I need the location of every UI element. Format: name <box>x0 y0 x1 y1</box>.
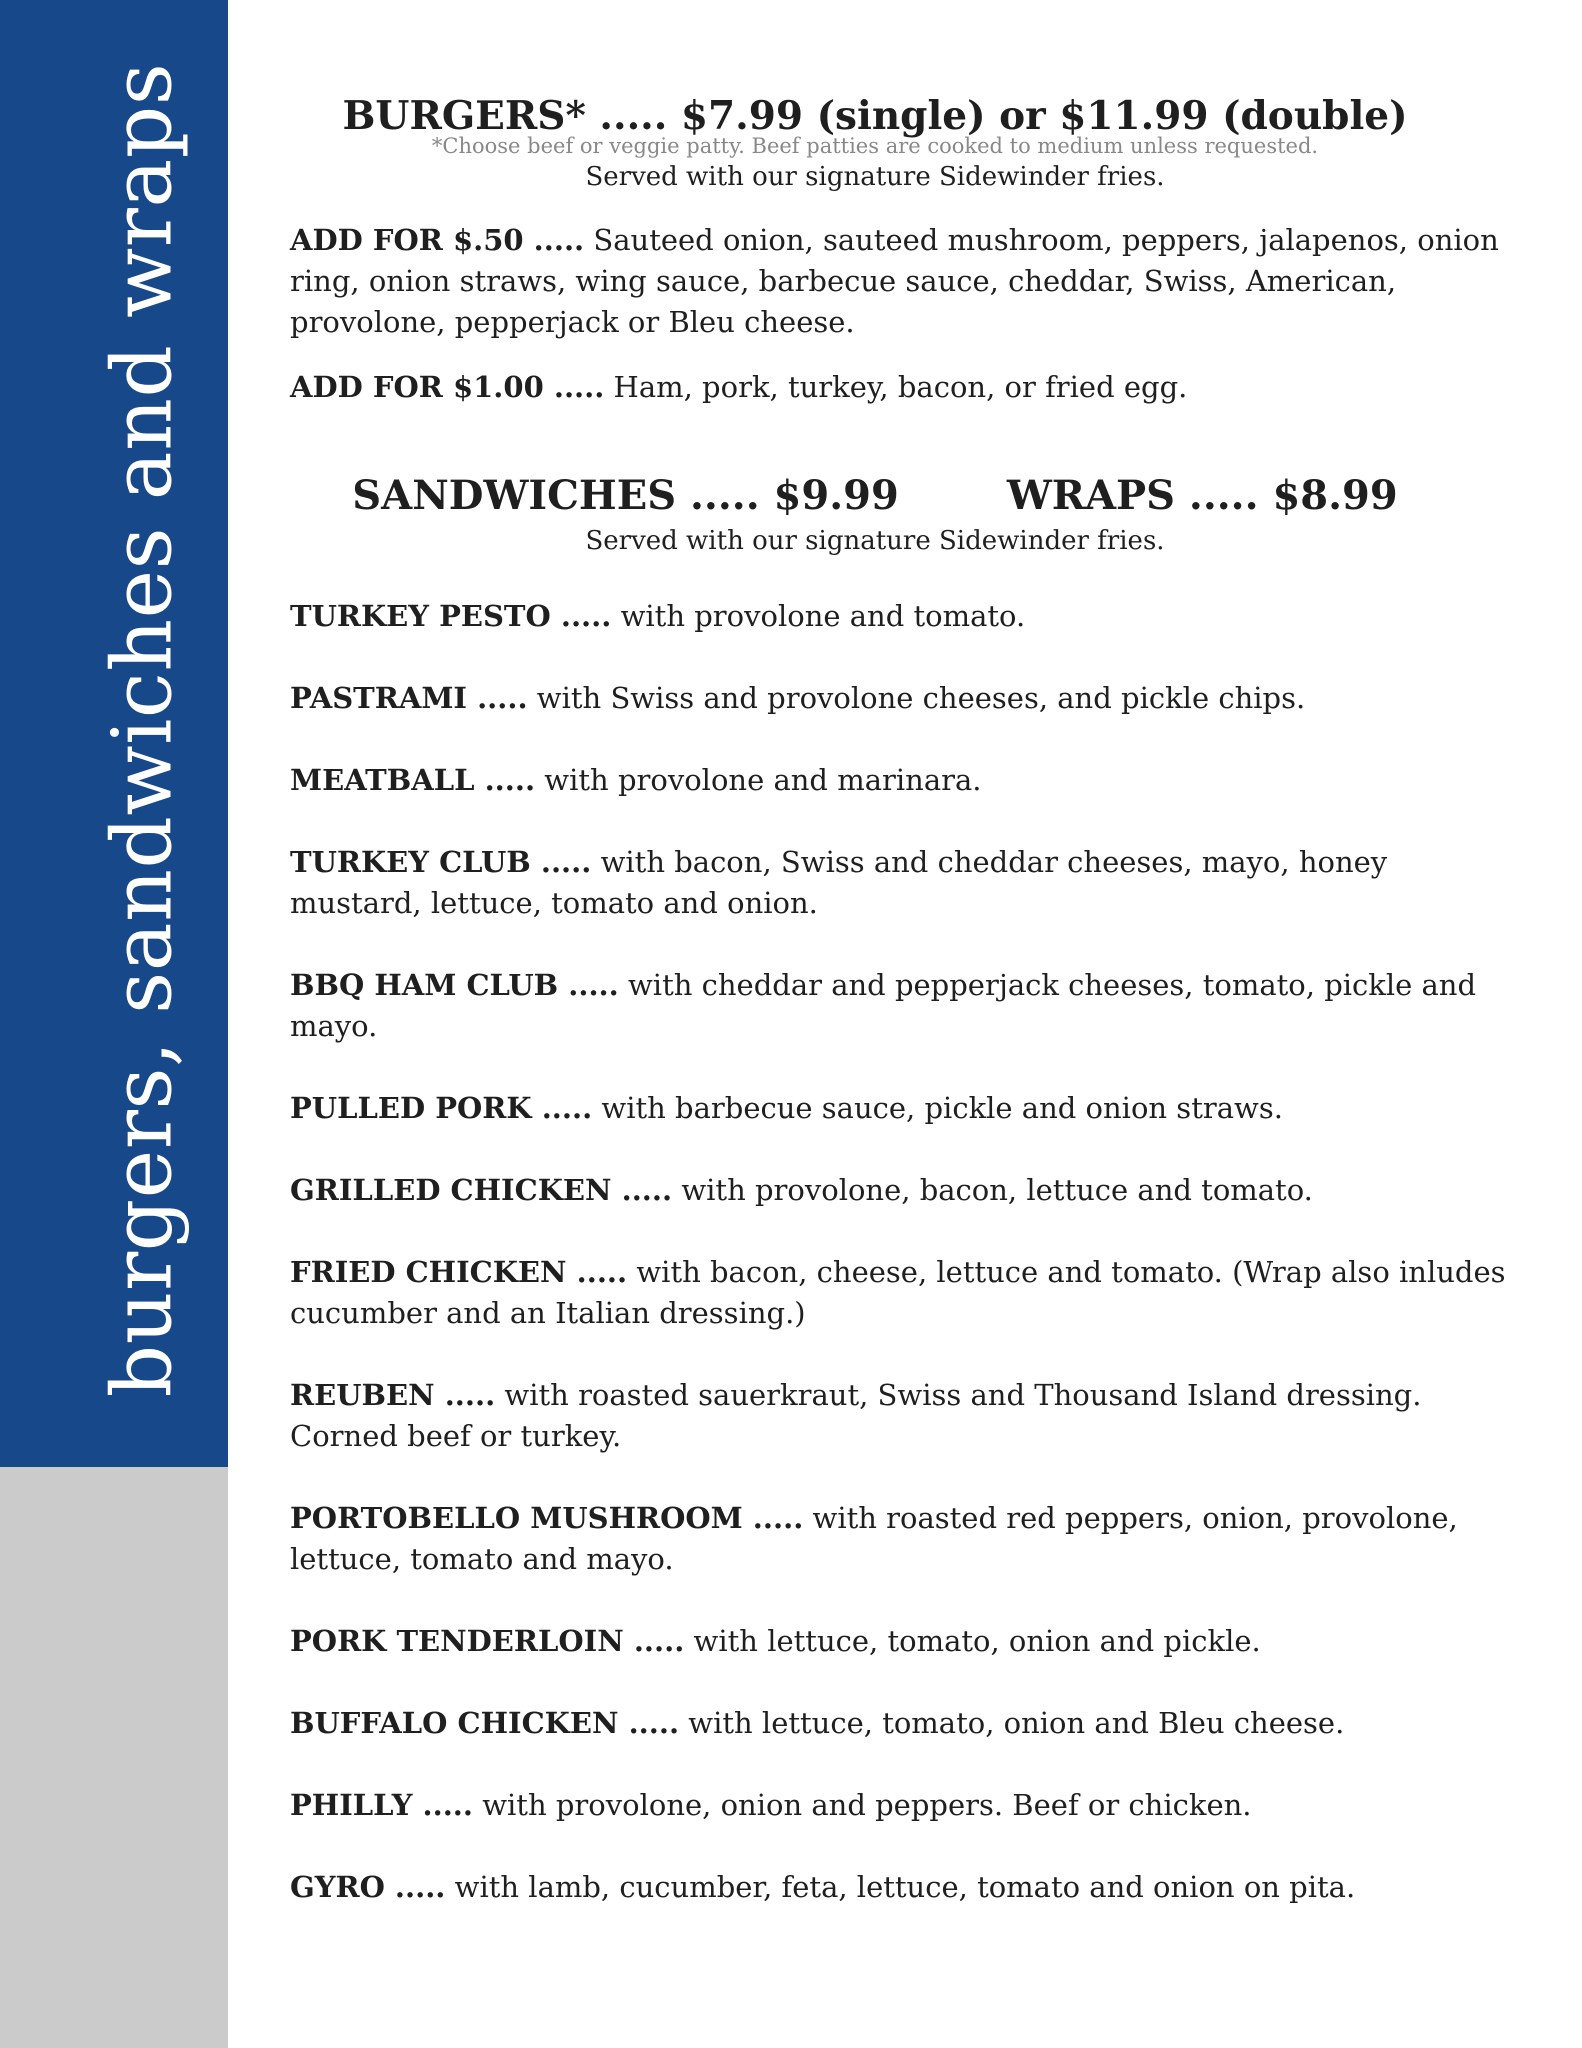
menu-item-description: with lettuce, tomato, onion and pickle. <box>693 1624 1261 1658</box>
menu-item-description: with lamb, cucumber, feta, lettuce, tomato and onion on pita. <box>454 1870 1356 1904</box>
menu-item-description: with provolone, onion and peppers. Beef or chicken. <box>482 1788 1252 1822</box>
menu-item <box>290 1252 1510 1334</box>
menu-item-name: PULLED PORK ..... <box>290 1091 593 1125</box>
menu-item <box>290 1170 1510 1211</box>
menu-item <box>290 678 1510 719</box>
menu-item <box>290 760 1510 801</box>
menu-item-name: PASTRAMI ..... <box>290 681 528 715</box>
menu-item <box>290 965 1510 1047</box>
menu-item <box>290 1498 1510 1580</box>
menu-item-name: TURKEY PESTO ..... <box>290 599 612 633</box>
menu-item <box>290 1867 1510 1908</box>
menu-item-name: PHILLY ..... <box>290 1788 473 1822</box>
menu-item-name: TURKEY CLUB ..... <box>290 845 592 879</box>
menu-item-name: FRIED CHICKEN ..... <box>290 1255 628 1289</box>
menu-item-name: GYRO ..... <box>290 1870 446 1904</box>
addon-label: ADD FOR $.50 ..... <box>290 223 585 257</box>
menu-item-description: with provolone, bacon, lettuce and tomato. <box>681 1173 1313 1207</box>
addon-text: Ham, pork, turkey, bacon, or fried egg. <box>613 370 1188 404</box>
addon-row <box>290 220 1510 343</box>
menu-item-name: MEATBALL ..... <box>290 763 536 797</box>
menu-item-description: with roasted sauerkraut, Swiss and Thousand Island dressing. Corned beef or turkey. <box>290 1378 1422 1453</box>
sidebar-title: burgers, sandwiches and wraps <box>95 62 191 1398</box>
menu-items-list <box>290 596 1510 1908</box>
menu-item <box>290 1375 1510 1457</box>
menu-item <box>290 596 1510 637</box>
addon-label: ADD FOR $1.00 ..... <box>290 370 605 404</box>
burgers-served-with: Served with our signature Sidewinder fries. <box>585 162 1165 192</box>
burgers-heading: BURGERS* ..... $7.99 (single) or $11.99 (double) <box>342 93 1408 139</box>
sandwiches-heading: SANDWICHES ..... $9.99 <box>352 472 899 519</box>
section-headings <box>240 470 1510 522</box>
menu-item <box>290 842 1510 924</box>
menu-item-description: with lettuce, tomato, onion and Bleu cheese. <box>688 1706 1345 1740</box>
menu-item <box>290 1621 1510 1662</box>
menu-item-name: PORTOBELLO MUSHROOM ..... <box>290 1501 804 1535</box>
menu-item-description: with bacon, cheese, lettuce and tomato. (Wrap also inludes cucumber and an Italian dressing.) <box>290 1255 1506 1330</box>
addon-text: Sauteed onion, sauteed mushroom, peppers, jalapenos, onion ring, onion straws, wing sauce, barbecue sauce, cheddar, Swiss, American, provolone, pepperjack or Bleu cheese. <box>290 223 1499 339</box>
menu-item-name: BBQ HAM CLUB ..... <box>290 968 619 1002</box>
menu-content <box>290 88 1510 1908</box>
menu-item-description: with bacon, Swiss and cheddar cheeses, mayo, honey mustard, lettuce, tomato and onion. <box>290 845 1388 920</box>
menu-item <box>290 1088 1510 1129</box>
sidebar-gray-block <box>0 1467 228 2048</box>
menu-item-name: PORK TENDERLOIN ..... <box>290 1624 685 1658</box>
menu-item-name: GRILLED CHICKEN ..... <box>290 1173 673 1207</box>
menu-item <box>290 1785 1510 1826</box>
sandwiches-served-with: Served with our signature Sidewinder fries. <box>585 526 1165 556</box>
menu-item-name: REUBEN ..... <box>290 1378 496 1412</box>
menu-item-description: with cheddar and pepperjack cheeses, tomato, pickle and mayo. <box>290 968 1477 1043</box>
wraps-heading: WRAPS ..... $8.99 <box>1006 472 1398 519</box>
menu-item-description: with barbecue sauce, pickle and onion straws. <box>601 1091 1283 1125</box>
menu-item-description: with roasted red peppers, onion, provolone, lettuce, tomato and mayo. <box>290 1501 1458 1576</box>
menu-item-description: with provolone and tomato. <box>620 599 1026 633</box>
menu-item-name: BUFFALO CHICKEN ..... <box>290 1706 680 1740</box>
menu-item <box>290 1703 1510 1744</box>
menu-item-description: with provolone and marinara. <box>544 763 982 797</box>
burgers-note: *Choose beef or veggie patty. Beef patties are cooked to medium unless requested. <box>431 134 1319 158</box>
addon-row <box>290 367 1510 408</box>
menu-item-description: with Swiss and provolone cheeses, and pickle chips. <box>536 681 1306 715</box>
